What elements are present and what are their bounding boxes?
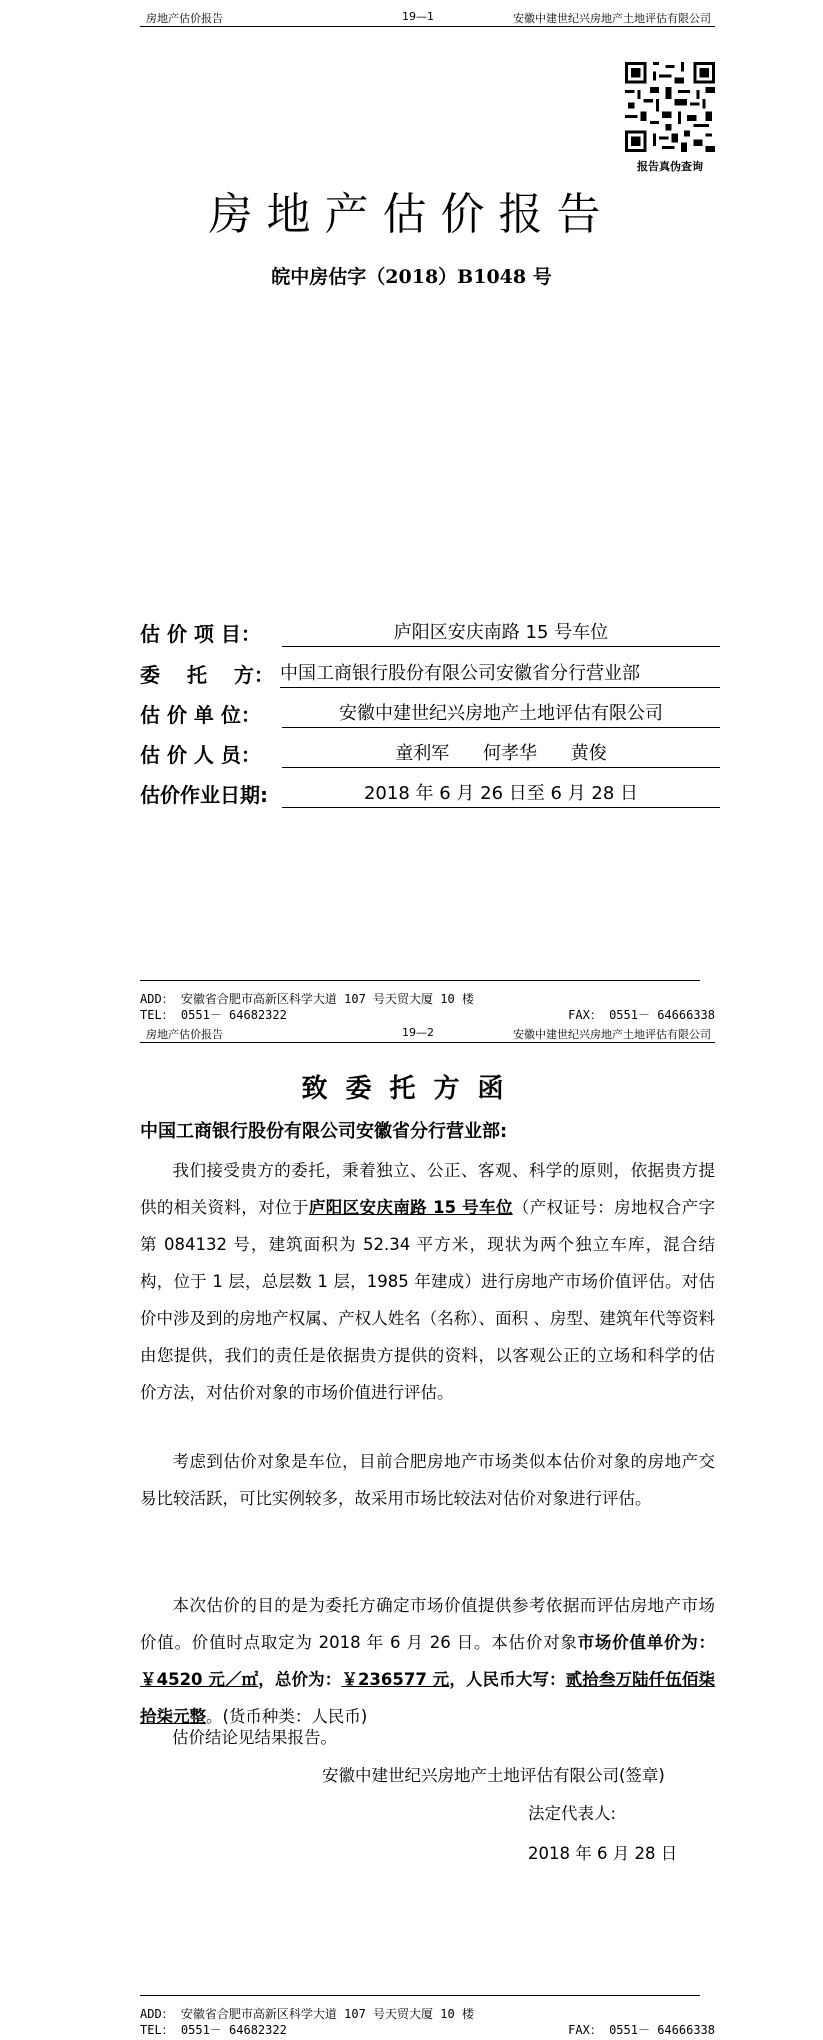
footer-contact <box>140 1006 715 1023</box>
conclusion-note: 估价结论见结果报告。 <box>172 1728 337 1747</box>
header-company: 安徽中建世纪兴房地产土地评估有限公司 <box>513 1028 711 1041</box>
letter-paragraph-2 <box>140 1443 715 1517</box>
appraiser-name: 何孝华 <box>483 743 537 764</box>
field-label: 估 价 项 目： <box>140 622 261 646</box>
footer-fax: FAX： 0551－ 64666338 <box>568 2023 715 2037</box>
signature-company: 安徽中建世纪兴房地产土地评估有限公司(签章) <box>322 1766 665 1785</box>
appraiser-name: 童利军 <box>395 743 450 764</box>
footer-tel: TEL： 0551－ 64682322 <box>140 1008 287 1022</box>
paragraph-text: 本次估价的目的是为委托方确定市场价值提供参考依据而评估房地产市场价值。价值时点取定为 2018 年 6 月 26 日。本估价对象 <box>140 1596 715 1652</box>
footer-address: ADD： 安徽省合肥市高新区科学大道 107 号天贸大厦 10 楼 <box>140 992 474 1006</box>
footer-tel: TEL： 0551－ 64682322 <box>140 2023 287 2037</box>
signature-representative: 法定代表人: <box>528 1804 617 1823</box>
field-unit <box>140 699 720 729</box>
letter-paragraph-3 <box>140 1587 715 1735</box>
field-value: 中国工商银行股份有限公司安徽省分行营业部 <box>280 659 720 688</box>
page-header <box>140 6 715 27</box>
header-left: 房地产估价报告 <box>146 1028 223 1041</box>
report-title: 房地产估价报告 <box>208 189 615 240</box>
value-label: ，总价为： <box>258 1670 342 1689</box>
footer-rule <box>140 980 700 981</box>
header-left: 房地产估价报告 <box>146 12 223 25</box>
footer-fax: FAX： 0551－ 64666338 <box>568 1008 715 1022</box>
field-value: 2018 年 6 月 26 日至 6 月 28 日 <box>282 779 720 808</box>
header-page-number: 19—2 <box>402 1026 434 1039</box>
paragraph-text: 。(货币种类：人民币) <box>206 1707 368 1726</box>
property-location: 庐阳区安庆南路 15 号车位 <box>308 1198 513 1217</box>
value-label: 市场价值单价为： <box>577 1633 715 1652</box>
paragraph-text: （产权证号：房地权合产字第 084132 号，建筑面积为 52.34 平方米，现状为两个独立车库，混合结构，位于 1 层，总层数 1 层，1985 年建成）进行房地产市场价值评估。对估价中涉及到的房地产权属、产权人姓名（名称）、面积 、房型、建筑年代等资料由您提供，我们的责任是依据贵方提供的资料，以客观公正的立场和科学的估价方法，对估价对象的市场价值进行评估。 <box>140 1198 716 1402</box>
field-label: 估 价 人 员： <box>140 743 261 767</box>
field-project <box>140 618 720 648</box>
total-price: ￥236577 元 <box>341 1670 450 1689</box>
footer-rule <box>140 1995 700 1996</box>
field-label: 估 价 单 位： <box>140 703 261 727</box>
field-value: 安徽中建世纪兴房地产土地评估有限公司 <box>282 699 720 728</box>
qr-caption: 报告真伪查询 <box>637 160 703 173</box>
document-number: 皖中房估字（2018）B1048 号 <box>271 266 552 288</box>
field-label: 委 托 方： <box>140 663 274 687</box>
paragraph-text: 考虑到估价对象是车位，目前合肥房地产市场类似本估价对象的房地产交易比较活跃，可比实例较多，故采用市场比较法对估价对象进行评估。 <box>140 1452 715 1508</box>
field-value <box>282 739 720 768</box>
appraiser-name: 黄俊 <box>570 743 607 764</box>
field-value: 庐阳区安庆南路 15 号车位 <box>282 618 720 647</box>
total-price-words: 贰拾叁万陆仟伍佰柒拾柒元整 <box>140 1670 716 1726</box>
letter-paragraph-1 <box>140 1152 715 1411</box>
unit-price: ￥4520 元／㎡ <box>140 1670 259 1689</box>
letter-title: 致委托方函 <box>301 1074 522 1104</box>
page-header <box>140 1022 715 1043</box>
field-client <box>140 659 720 689</box>
letter-addressee: 中国工商银行股份有限公司安徽省分行营业部: <box>140 1121 508 1142</box>
value-label: ，人民币大写： <box>449 1670 566 1689</box>
field-staff <box>140 739 720 769</box>
field-label: 估价作业日期: <box>140 783 268 807</box>
header-page-number: 19—1 <box>402 10 434 23</box>
signature-date: 2018 年 6 月 28 日 <box>528 1844 678 1863</box>
header-company: 安徽中建世纪兴房地产土地评估有限公司 <box>513 12 711 25</box>
footer-contact <box>140 2021 715 2038</box>
footer-address: ADD： 安徽省合肥市高新区科学大道 107 号天贸大厦 10 楼 <box>140 2007 474 2021</box>
qr-code-icon <box>625 62 715 152</box>
paragraph-text: 我们接受贵方的委托，秉着独立、公正、客观、科学的原则，依据贵方提供的相关资料，对位于 <box>140 1161 715 1217</box>
field-date <box>140 779 720 809</box>
